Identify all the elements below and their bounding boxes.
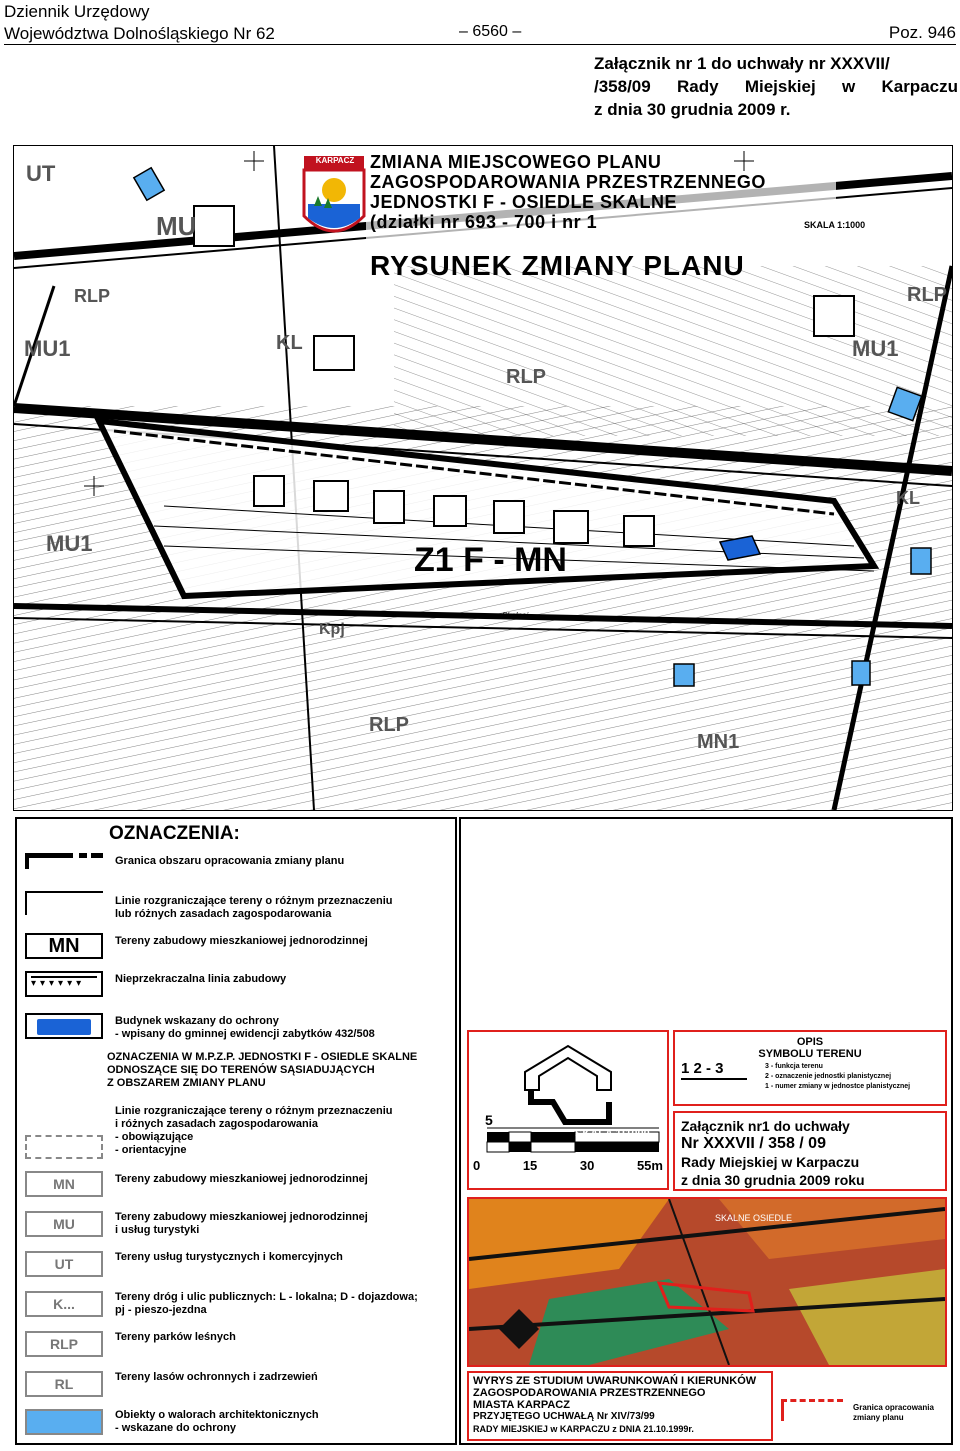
legend-item-text-line3: - obowiązujące bbox=[115, 1131, 194, 1143]
legend-item-text: Nieprzekraczalna linia zabudowy bbox=[115, 973, 287, 985]
plan-map bbox=[13, 145, 953, 811]
mn-gray-symbol: MN bbox=[25, 1171, 103, 1197]
section-heading-line2: ODNOSZĄCE SIĘ DO TERENÓW SĄSIADUJĄCYCH bbox=[107, 1064, 375, 1076]
study-caption-line1: WYRYS ZE STUDIUM UWARUNKOWAŃ I KIERUNKÓW bbox=[473, 1375, 757, 1387]
map-scale-label: SKALA 1:1000 bbox=[804, 220, 866, 230]
map-label-kl-right: KL bbox=[896, 488, 920, 508]
map-label-mu1-right: MU1 bbox=[852, 336, 899, 361]
section-heading bbox=[107, 1051, 417, 1090]
building bbox=[314, 481, 348, 511]
legend-item-text-line1: Tereny dróg i ulic publicznych: L - lokalna; D - dojazdowa; bbox=[115, 1291, 418, 1303]
legend-item-text-line2: - wpisany do gminnej ewidencji zabytków 432/508 bbox=[115, 1028, 375, 1040]
resolution-text bbox=[681, 1117, 865, 1189]
opis-title-line2: SYMBOLU TERENU bbox=[758, 1048, 862, 1060]
legend-item-text bbox=[115, 1105, 393, 1157]
opis-title-line1: OPIS bbox=[796, 1036, 824, 1048]
resolution-line3: Rady Miejskiej w Karpaczu bbox=[681, 1154, 860, 1170]
study-caption-box bbox=[467, 1371, 773, 1441]
legend-item-text bbox=[115, 1291, 418, 1317]
mn-symbol: MN bbox=[25, 933, 103, 959]
legend-item-text-line1: Budynek wskazany do ochrony bbox=[115, 1015, 279, 1027]
opis-item: 3 - funkcja terenu bbox=[765, 1063, 823, 1070]
legend-item-text-line4: - orientacyjne bbox=[115, 1144, 187, 1156]
legend-item-text-line2: - wskazane do ochrony bbox=[115, 1422, 237, 1434]
protected-building-swatch bbox=[37, 1019, 91, 1035]
building bbox=[194, 206, 234, 246]
map-label-ut: UT bbox=[26, 161, 56, 186]
map-label-rlp-low: RLP bbox=[369, 714, 409, 736]
map-label-mu: MU bbox=[156, 211, 197, 241]
legend-item-text-line1: Obiekty o walorach architektonicznych bbox=[115, 1409, 319, 1421]
building bbox=[374, 491, 404, 523]
study-caption-line4: PRZYJĘTEGO UCHWAŁĄ Nr XIV/73/99 bbox=[473, 1411, 655, 1422]
north-scale-box bbox=[467, 1030, 669, 1190]
journal-title bbox=[4, 1, 275, 45]
legend-item-text-line1: Tereny zabudowy mieszkaniowej jednorodzinnej bbox=[115, 1211, 368, 1223]
journal-title-line2: Województwa Dolnośląskiego Nr 62 bbox=[4, 24, 275, 43]
symbol-example: 1 2 - 3 bbox=[681, 1060, 747, 1080]
map-label-mu1-left: MU1 bbox=[24, 336, 71, 361]
resolution-line1: Załącznik nr1 do uchwały bbox=[681, 1118, 850, 1134]
opis-list bbox=[765, 1062, 910, 1092]
scale-ticks bbox=[473, 1158, 663, 1173]
legend-item-text bbox=[115, 1211, 368, 1237]
scale-tick-5: 5 bbox=[485, 1112, 493, 1128]
protected-building-symbol bbox=[25, 1013, 103, 1039]
legend-item-text-line2: i różnych zasadach zagospodarowania bbox=[115, 1118, 318, 1130]
protected-building bbox=[674, 664, 694, 686]
legend-panel bbox=[15, 817, 457, 1445]
boundary-red-symbol bbox=[781, 1399, 843, 1421]
map-label-kl: KL bbox=[276, 332, 303, 354]
k-gray-symbol: K... bbox=[25, 1291, 103, 1317]
scale-tick: 30 bbox=[579, 1158, 595, 1173]
building bbox=[254, 476, 284, 506]
map-label-kpj: Kpj bbox=[319, 621, 345, 638]
zone-lines-symbol bbox=[25, 891, 103, 915]
study-caption-line3: MIASTA KARPACZ bbox=[473, 1399, 570, 1411]
legend-item-text bbox=[115, 1409, 319, 1435]
opis-item: 1 - numer zmiany w jednostce planistycznej bbox=[765, 1083, 911, 1090]
section-heading-line3: Z OBSZAREM ZMIANY PLANU bbox=[107, 1077, 266, 1089]
architectural-object-symbol bbox=[25, 1409, 103, 1435]
boundary-caption-line1: Granica opracowania bbox=[853, 1403, 934, 1412]
map-title-line3: JEDNOSTKI F - OSIEDLE SKALNE bbox=[370, 192, 678, 212]
map-label-rlp-right: RLP bbox=[907, 284, 947, 306]
right-panel bbox=[459, 817, 953, 1445]
map-label-rlp-left: RLP bbox=[74, 286, 110, 306]
scale-tick: 55m bbox=[636, 1158, 663, 1173]
legend-item-text: Tereny lasów ochronnych i zadrzewień bbox=[115, 1371, 318, 1383]
legend-item-text bbox=[115, 895, 393, 921]
map-title-line4: (działki nr 693 - 700 i nr 1 bbox=[370, 212, 598, 232]
legend-item-text: Tereny zabudowy mieszkaniowej jednorodzinnej bbox=[115, 935, 368, 947]
map-main-title: RYSUNEK ZMIANY PLANU bbox=[370, 250, 745, 281]
crest-badge: KARPACZ bbox=[315, 156, 355, 165]
street-label: Skalnej bbox=[502, 611, 529, 620]
opis-title bbox=[675, 1036, 945, 1060]
building bbox=[554, 511, 588, 543]
scale-tick: 15 bbox=[522, 1158, 538, 1173]
study-caption-line5: RADY MIEJSKIEJ w KARPACZU z DNIA 21.10.1999r. bbox=[473, 1424, 694, 1434]
map-drawing bbox=[14, 146, 952, 810]
protected-building bbox=[852, 661, 870, 685]
building bbox=[624, 516, 654, 546]
study-map-drawing bbox=[469, 1199, 945, 1365]
legend-item-text-line2: pj - pieszo-jezdna bbox=[115, 1304, 207, 1316]
study-caption-line2: ZAGOSPODAROWANIA PRZESTRZENNEGO bbox=[473, 1387, 706, 1399]
study-caption bbox=[473, 1375, 756, 1435]
legend-item-text bbox=[115, 1015, 375, 1041]
map-label-mn-low: MN1 bbox=[697, 731, 740, 753]
resolution-line2: Nr XXXVII / 358 / 09 bbox=[681, 1135, 826, 1152]
building bbox=[314, 336, 354, 370]
legend-item-text-line2: lub różnych zasadach zagospodarowania bbox=[115, 908, 332, 920]
legend-item-text: Tereny parków leśnych bbox=[115, 1331, 236, 1343]
protected-building bbox=[911, 548, 931, 574]
journal-title-line1: Dziennik Urzędowy bbox=[4, 2, 150, 21]
legend-title: OZNACZENIA: bbox=[109, 823, 240, 844]
zone-label: Z1 F - MN bbox=[414, 541, 567, 579]
rl-gray-symbol: RL bbox=[25, 1371, 103, 1397]
symbol-description-box bbox=[673, 1030, 947, 1106]
resolution-line4: z dnia 30 grudnia 2009 roku bbox=[681, 1172, 865, 1188]
building bbox=[434, 496, 466, 526]
karpacz-crest-icon bbox=[304, 156, 364, 231]
opis-item: 2 - oznaczenie jednostki planistycznej bbox=[765, 1073, 892, 1080]
study-map-label: SKALNE OSIEDLE bbox=[715, 1213, 793, 1223]
ut-gray-symbol: UT bbox=[25, 1251, 103, 1277]
rlp-gray-symbol: RLP bbox=[25, 1331, 103, 1357]
building bbox=[494, 501, 524, 533]
scale-label: SKALA 1:1000 bbox=[575, 1128, 650, 1140]
zone-lines-gray-symbol bbox=[25, 1135, 103, 1159]
attachment-heading bbox=[594, 52, 958, 121]
position-number: Poz. 946 bbox=[888, 23, 956, 42]
boundary-caption bbox=[853, 1403, 934, 1423]
section-heading-line1: OZNACZENIA W M.P.Z.P. JEDNOSTKI F - OSIEDLE SKALNE bbox=[107, 1051, 418, 1063]
attachment-line3: z dnia 30 grudnia 2009 r. bbox=[594, 100, 791, 119]
resolution-box bbox=[673, 1111, 947, 1191]
legend-item-text: Tereny zabudowy mieszkaniowej jednorodzinnej bbox=[115, 1173, 368, 1185]
attachment-line1: Załącznik nr 1 do uchwały nr XXXVII/ bbox=[594, 54, 890, 73]
map-label-rlp-mid: RLP bbox=[506, 366, 546, 388]
legend-item-text-line1: Linie rozgraniczające tereny o różnym przeznaczeniu bbox=[115, 895, 393, 907]
attachment-line2: /358/09 Rady Miejskiej w Karpaczu bbox=[594, 77, 958, 96]
scale-tick: 0 bbox=[473, 1158, 481, 1173]
legend-item-text-line2: i usług turystyki bbox=[115, 1224, 200, 1236]
legend-item-text: Tereny usług turystycznych i komercyjnych bbox=[115, 1251, 343, 1263]
mu-gray-symbol: MU bbox=[25, 1211, 103, 1237]
boundary-caption-line2: zmiany planu bbox=[853, 1413, 904, 1422]
building bbox=[814, 296, 854, 336]
map-title-line1: ZMIANA MIEJSCOWEGO PLANU bbox=[370, 152, 662, 172]
plan-boundary-symbol bbox=[25, 853, 103, 869]
legend-item-text: Granica obszaru opracowania zmiany planu bbox=[115, 855, 345, 867]
building-line-symbol: ▾▾▾▾▾▾ bbox=[25, 971, 103, 997]
page-number: – 6560 – bbox=[459, 23, 522, 40]
header-rule bbox=[4, 44, 956, 45]
study-map bbox=[467, 1197, 947, 1367]
map-label-mu1-low: MU1 bbox=[46, 531, 93, 556]
legend-item-text-line1: Linie rozgraniczające tereny o różnym przeznaczeniu bbox=[115, 1105, 393, 1117]
map-title bbox=[370, 152, 766, 232]
map-title-line2: ZAGOSPODAROWANIA PRZESTRZENNEGO bbox=[370, 172, 766, 192]
